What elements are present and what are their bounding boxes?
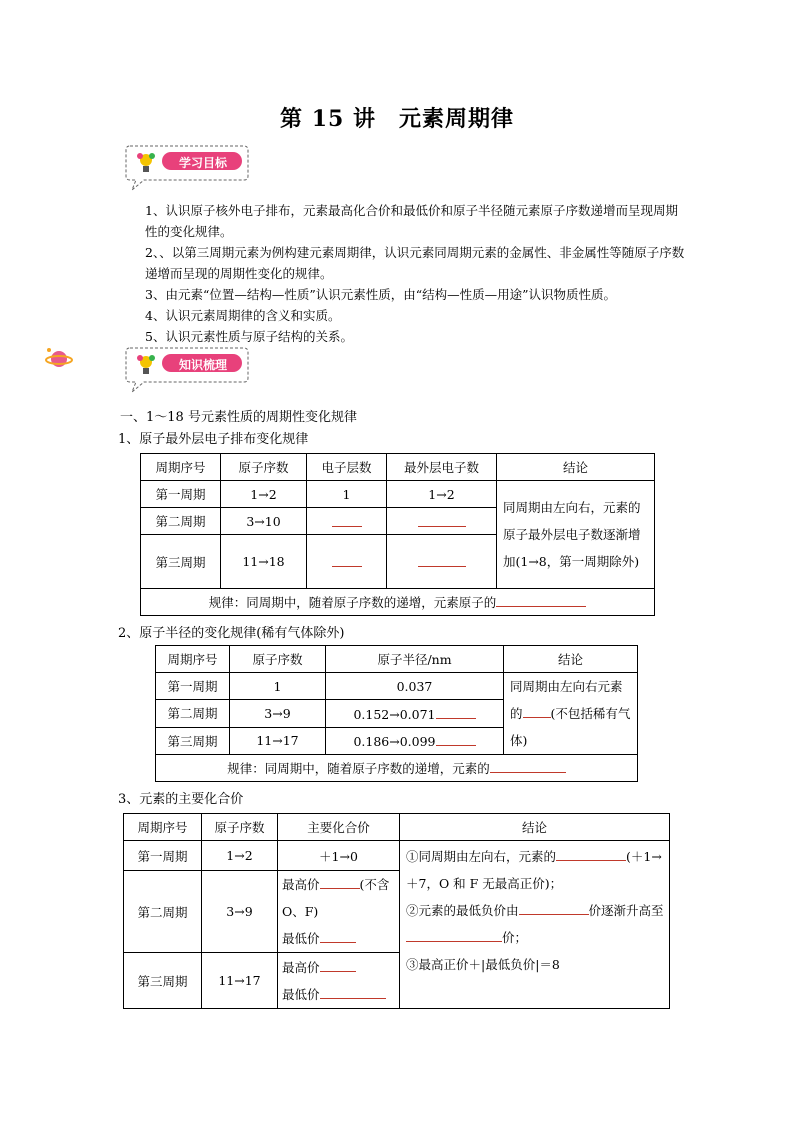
table-cell: 1→2 (221, 481, 307, 508)
table-header: 主要化合价 (278, 814, 400, 841)
conclusion-cell: 同周期由左向右，元素的原子最外层电子数逐渐增加(1→8，第一周期除外) (497, 481, 655, 589)
table-cell (326, 700, 504, 727)
section-heading: 一、1～18 号元素性质的周期性变化规律 (120, 410, 357, 425)
table-cell: 第二周期 (156, 700, 230, 727)
table-cell: 11→18 (221, 535, 307, 589)
answer-blank[interactable] (519, 901, 589, 915)
answer-blank[interactable] (496, 593, 586, 607)
table-cell: 第三周期 (124, 953, 202, 1009)
table-cell: ＋1→0 (278, 841, 400, 871)
answer-blank[interactable] (406, 928, 502, 942)
conclusion-text: 同周期由左向右元素的 (510, 679, 623, 721)
table-cell: 第二周期 (141, 508, 221, 535)
table-header: 结论 (504, 646, 638, 673)
goals-list (145, 200, 685, 347)
table-cell: 11→17 (230, 727, 326, 754)
answer-blank[interactable] (523, 704, 551, 718)
radius-value: 0.152→0.071 (353, 706, 436, 722)
answer-blank[interactable] (436, 705, 476, 719)
answer-blank[interactable] (490, 759, 566, 773)
conclusion-cell (400, 841, 670, 1009)
table-header: 原子序数 (202, 814, 278, 841)
knowledge-badge (122, 344, 246, 388)
table-cell: 第一周期 (124, 841, 202, 871)
table-cell: 1→2 (387, 481, 497, 508)
goal-item: 4、认识元素周期律的含义和实质。 (145, 308, 341, 323)
answer-blank[interactable] (307, 508, 387, 535)
valence-label: 最高价 (282, 877, 320, 892)
rule-row (141, 589, 655, 616)
subsection-heading: 2、原子半径的变化规律(稀有气体除外) (118, 626, 345, 641)
goal-item: 3、由元素“位置—结构—性质”认识元素性质，由“结构—性质—用途”认识物质性质。 (145, 287, 617, 302)
page-title: 第 15 讲 元素周期律 (280, 106, 514, 132)
table-cell: 1 (230, 673, 326, 700)
valence-table (123, 813, 670, 1009)
table-cell: 第三周期 (141, 535, 221, 589)
table-header: 电子层数 (307, 454, 387, 481)
table-cell: 1 (307, 481, 387, 508)
conclusion-text: ③最高正价＋|最低负价|＝8 (406, 957, 560, 972)
answer-blank[interactable] (320, 929, 356, 943)
conclusion-text: 价； (502, 930, 528, 945)
radius-value: 0.186→0.099 (353, 734, 436, 750)
table-header: 周期序号 (124, 814, 202, 841)
answer-blank[interactable] (387, 508, 497, 535)
rule-row (156, 755, 638, 782)
conclusion-text: (不包括稀有气体) (510, 706, 631, 748)
table-cell: 第一周期 (141, 481, 221, 508)
table-cell: 11→17 (202, 953, 278, 1009)
table-header: 结论 (400, 814, 670, 841)
goals-badge-label: 学习目标 (178, 156, 227, 170)
rule-text: 规律：同周期中，随着原子序数的递增，元素原子的 (208, 595, 497, 610)
table-cell: 第三周期 (156, 727, 230, 754)
answer-blank[interactable] (387, 535, 497, 589)
answer-blank[interactable] (320, 985, 386, 999)
table-header: 原子序数 (230, 646, 326, 673)
answer-blank[interactable] (307, 535, 387, 589)
conclusion-text: ①同周期由左向右，元素的 (406, 849, 557, 864)
electron-configuration-table (140, 453, 655, 616)
subsection-heading: 1、原子最外层电子排布变化规律 (118, 432, 309, 447)
table-cell: 3→9 (230, 700, 326, 727)
table-header: 周期序号 (141, 454, 221, 481)
valence-label: 最低价 (282, 931, 320, 946)
table-header: 最外层电子数 (387, 454, 497, 481)
table-cell: 0.037 (326, 673, 504, 700)
table-header: 结论 (497, 454, 655, 481)
table-header: 原子半径/nm (326, 646, 504, 673)
valence-label: (不含 O、F) (282, 877, 390, 919)
table-cell: 1→2 (202, 841, 278, 871)
answer-blank[interactable] (320, 875, 360, 889)
valence-label: 最高价 (282, 959, 320, 975)
conclusion-text: 价逐渐升高至 (588, 903, 664, 918)
answer-blank[interactable] (320, 958, 356, 972)
valence-label: 最低价 (282, 986, 320, 1002)
table-cell: 第一周期 (156, 673, 230, 700)
conclusion-text: ②元素的最低负价由 (406, 903, 519, 918)
valence-cell (278, 871, 400, 953)
conclusion-cell (504, 673, 638, 755)
atomic-radius-table (155, 645, 638, 782)
subsection-heading: 3、元素的主要化合价 (118, 792, 244, 807)
table-cell (326, 727, 504, 754)
answer-blank[interactable] (556, 847, 626, 861)
table-cell: 第二周期 (124, 871, 202, 953)
table-cell: 3→10 (221, 508, 307, 535)
learning-goals-badge (122, 142, 246, 186)
rule-text: 规律：同周期中，随着原子序数的递增，元素的 (227, 761, 490, 776)
planet-icon (44, 344, 74, 374)
goal-item: 1、认识原子核外电子排布，元素最高化合价和最低价和原子半径随元素原子序数递增而呈现周期性的变化规律。 (145, 203, 678, 239)
table-header: 周期序号 (156, 646, 230, 673)
conclusion-text: (＋1→＋7，O 和 F 无最高正价)； (406, 849, 662, 891)
goal-item: 5、认识元素性质与原子结构的关系。 (145, 329, 353, 344)
goal-item: 2、、以第三周期元素为例构建元素周期律，认识元素同周期元素的金属性、非金属性等随原子序数递增而呈现的周期性变化的规律。 (145, 245, 685, 281)
table-cell: 3→9 (202, 871, 278, 953)
answer-blank[interactable] (436, 732, 476, 746)
table-header: 原子序数 (221, 454, 307, 481)
valence-cell (278, 953, 400, 1009)
knowledge-badge-label: 知识梳理 (178, 358, 227, 372)
